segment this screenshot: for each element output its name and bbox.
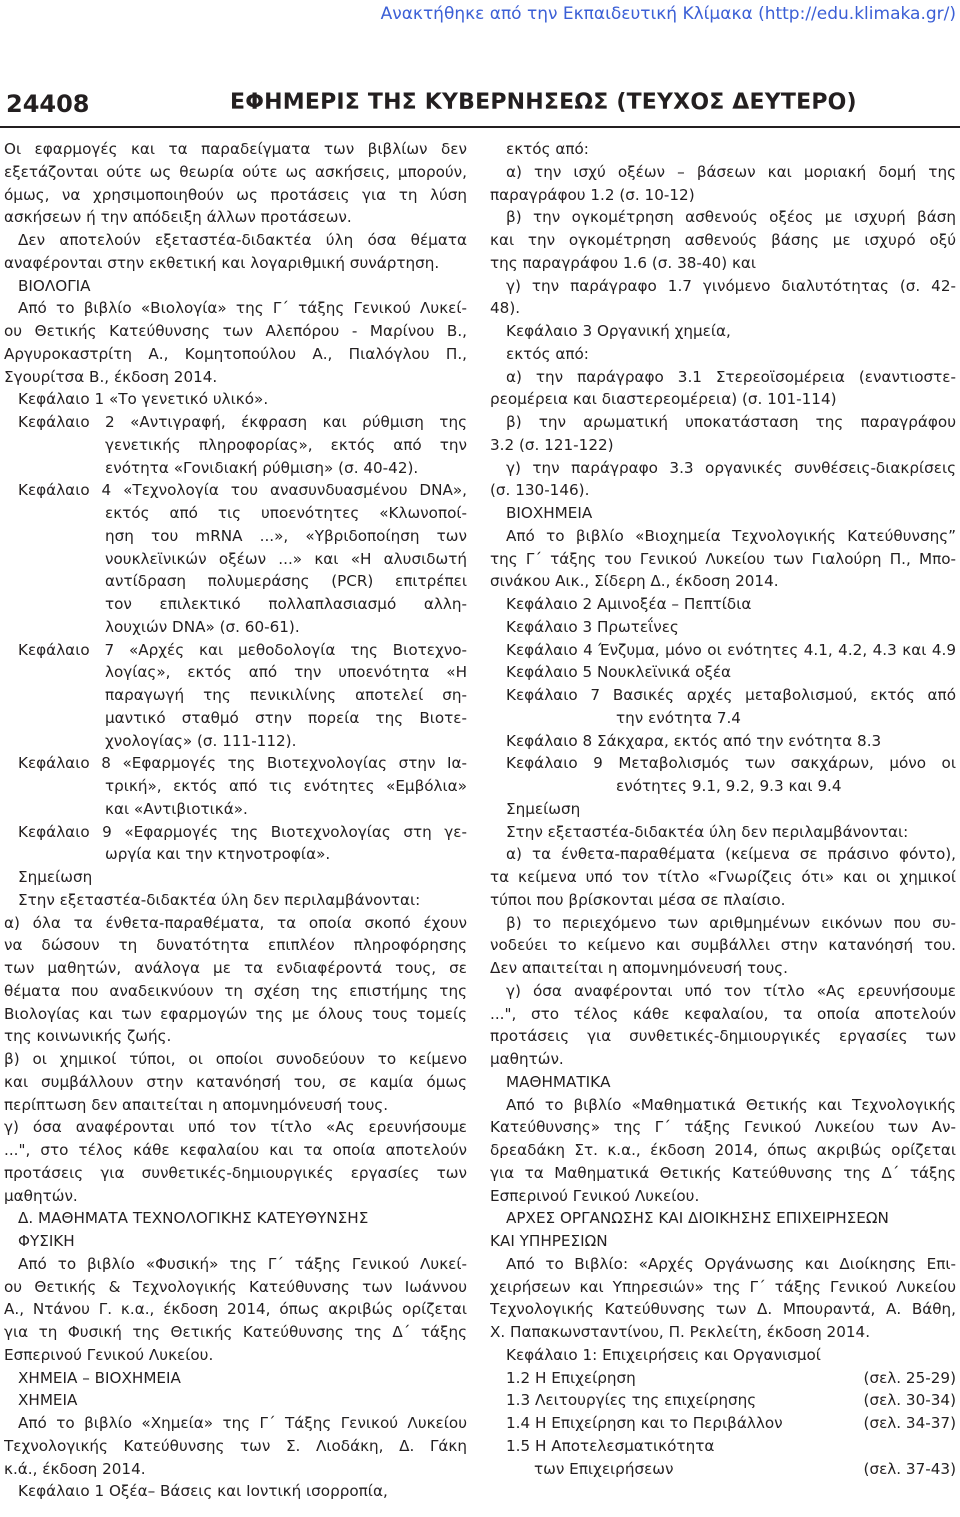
chapter-line: την ενότητα 7.4 bbox=[616, 708, 741, 727]
section-heading: ΒΙΟΛΟΓΙΑ bbox=[18, 276, 91, 295]
toc-row bbox=[490, 1367, 956, 1390]
paragraph-line: κ.ά., έκδοση 2014. bbox=[4, 1459, 146, 1478]
paragraph-line: της παραγράφου 1.6 (σ. 38-40) και bbox=[490, 253, 757, 272]
chapter-line: λουχιών DNA» (σ. 60-61). bbox=[105, 617, 300, 636]
paragraph-line: Οι εφαρμογές και τα παραδείγματα των βιβλίων δεν bbox=[4, 140, 467, 158]
chapter-line: Κεφάλαιο 9 Μεταβολισμός των σακχάρων, μόνο οι bbox=[506, 754, 956, 773]
paragraph-line: γ) την παράγραφο 3.3 οργανικές συνθέσεις-διακρίσεις bbox=[506, 458, 956, 477]
paragraph-line: Δεν απαιτείται η απομνημόνευσή τους. bbox=[490, 959, 788, 977]
paragraph-line: 48). bbox=[490, 299, 521, 318]
chapter-line: μαντικό σταθμό στην πορεία της Βιοτε- bbox=[105, 708, 467, 727]
paragraph-line: της κοινωνικής ζωής. bbox=[4, 1027, 172, 1046]
paragraph-line: Από το βιβλίο «Βιοχημεία Τεχνολογικής Κατεύθυνσης” bbox=[506, 526, 956, 545]
paragraph-line: Σγουρίτσα Β., έκδοση 2014. bbox=[4, 367, 218, 386]
toc-label: 1.2 Η Επιχείρηση bbox=[506, 1368, 636, 1387]
chapter-line: τρική», εκτός από τις ενότητες «Εμβόλια» bbox=[105, 777, 467, 795]
toc-pages: (σελ. 30-34) bbox=[863, 1391, 956, 1410]
paragraph-line: μαθητών. bbox=[490, 1050, 564, 1068]
chapter-line: τον επιλεκτικό πολλαπλασιασμό αλλη- bbox=[105, 595, 467, 613]
paragraph-line: εκτός από: bbox=[506, 140, 589, 158]
section-heading: ΦΥΣΙΚΗ bbox=[18, 1232, 75, 1250]
paragraph-line: Από το βιβλίο «Βιολογία» της Γ΄ τάξης Γενικού Λυκεί- bbox=[18, 299, 467, 318]
paragraph-line: και την ογκομέτρηση ασθενούς βάσης με ισχυρό οξύ bbox=[490, 231, 956, 249]
paragraph-line: για τα Μαθηματικά Θετικής Κατεύθυνσης της Δ΄ τάξης bbox=[490, 1163, 956, 1182]
chapter-line: Κεφάλαιο 7 Βασικές αρχές μεταβολισμού, εκτός από bbox=[506, 686, 956, 704]
chapter-line: Κεφάλαιο 1: Επιχειρήσεις και Οργανισμοί bbox=[506, 1345, 821, 1364]
paragraph-line: β) οι χημικοί τύποι, οι οποίοι συνοδεύουν το κείμενο bbox=[4, 1050, 467, 1068]
paragraph-line: Στην εξεταστέα-διδακτέα ύλη δεν περιλαμβάνονται: bbox=[506, 822, 909, 841]
chapter-line: Κεφάλαιο 7 «Αρχές και μεθοδολογία της Βιοτεχνο- bbox=[18, 640, 467, 659]
chapter-line: νουκλεϊνικών οξέων ...» και «Η αλυσιδωτή bbox=[105, 549, 467, 568]
chapter-line: χνολογίας» (σ. 111-112). bbox=[105, 731, 297, 750]
page-header bbox=[0, 86, 960, 126]
toc-row bbox=[490, 1435, 956, 1458]
toc-pages: (σελ. 37-43) bbox=[863, 1459, 956, 1478]
paragraph-line: Εσπερινού Γενικού Λυκείου. bbox=[4, 1345, 214, 1364]
chapter-line: Κεφάλαιο 8 Σάκχαρα, εκτός από την ενότητα 8.3 bbox=[506, 731, 882, 750]
header-rule bbox=[0, 126, 960, 128]
source-banner[interactable] bbox=[0, 0, 960, 28]
paragraph-line: β) την ογκομέτρηση ασθενούς οξέος με ισχυρή βάση bbox=[506, 208, 956, 227]
paragraph-line: α) τα ένθετα-παραθέματα (κείμενα σε πράσινο φόντο), bbox=[506, 845, 956, 864]
chapter-line: λογίας», εκτός από την υποενότητα «Η bbox=[105, 663, 467, 682]
chapter-line: Κεφάλαιο 1 «Το γενετικό υλικό». bbox=[18, 390, 269, 409]
paragraph-line: όμως, να χρησιμοποιηθούν ως προτάσεις για τη λύση bbox=[4, 185, 467, 204]
paragraph-line: αναφέρονται στην εκθετική και λογαριθμική συνάρτηση. bbox=[4, 253, 440, 272]
paragraph-line: για τη Φυσική της Θετικής Κατεύθυνσης της Δ΄ τάξης bbox=[4, 1323, 467, 1341]
paragraph-line: ...", στο τέλος κάθε κεφαλαίου και τα οποία αποτελούν bbox=[4, 1141, 467, 1159]
paragraph-line: Από το βιβλίο «Μαθηματικά Θετικής και Τεχνολογικής bbox=[506, 1095, 956, 1114]
paragraph-line: ρεομέρεια και διαστερεομέρεια) (σ. 101-114) bbox=[490, 390, 837, 409]
toc-row bbox=[490, 1412, 956, 1435]
paragraph-line: α) την ισχύ οξέων – βάσεων και μοριακή δομή της bbox=[506, 162, 956, 181]
paragraph-line: Από το Βιβλίο: «Αρχές Οργάνωσης και Διοίκησης Επι- bbox=[506, 1254, 956, 1273]
paragraph-line: νοδεύει το κείμενο και συμβάλλει στην κατανόησή του. bbox=[490, 936, 956, 955]
paragraph-line: τα κείμενα υπό τον τίτλο «Γνωρίζεις ότι» και οι χημικοί bbox=[490, 868, 956, 886]
section-heading: ΜΑΘΗΜΑΤΙΚΑ bbox=[506, 1072, 611, 1091]
source-banner-text[interactable]: Ανακτήθηκε από την Εκπαιδευτική Κλίμακα (http://edu.klimaka.gr/) bbox=[380, 4, 956, 24]
chapter-line: ωργία και την κτηνοτροφία». bbox=[105, 845, 331, 864]
paragraph-line: ου Θετικής & Τεχνολογικής Κατεύθυνσης των Ιωάννου bbox=[4, 1277, 467, 1296]
paragraph-line: Βιολογίας και των εφαρμογών της με όλους τους τομείς bbox=[4, 1004, 467, 1023]
note-heading: Σημείωση bbox=[18, 868, 93, 886]
left-column bbox=[4, 138, 467, 1503]
chapter-line: Κεφάλαιο 3 Πρωτεΐνες bbox=[506, 617, 679, 636]
paragraph-line: Από το βιβλίο «Φυσική» της Γ΄ τάξης Γενικού Λυκεί- bbox=[18, 1254, 467, 1273]
paragraph-line: θέματα που αναδεικνύουν τη σχέση της επιστήμης της bbox=[4, 981, 467, 1000]
paragraph-line: προτάσεις για συνθετικές-δημιουργικές εργασίες των bbox=[4, 1163, 467, 1182]
paragraph-line: σινάκου Αικ., Σίδερη Δ., έκδοση 2014. bbox=[490, 572, 779, 591]
chapter-line: αντίδραση πολυμεράσης (PCR) επιτρέπει bbox=[105, 572, 467, 591]
paragraph-line: της Γ΄ τάξης του Γενικού Λυκείου των Γιαλούρη Π., Μπο- bbox=[490, 549, 956, 568]
paragraph-line: γ) όσα αναφέρονται υπό τον τίτλο «Ας ερευνήσουμε bbox=[4, 1118, 467, 1137]
paragraph-line: α) όλα τα ένθετα-παραθέματα, τα οποία σκοπό έχουν bbox=[4, 913, 467, 932]
paragraph-line: των μαθητών, ανάλογα με τα ενδιαφέροντά τους, σε bbox=[4, 959, 467, 977]
paragraph-line: Τεχνολογικής Κατεύθυνσης των Σ. Λιοδάκη, Δ. Γάκη bbox=[4, 1436, 467, 1455]
chapter-line: Κεφάλαιο 8 «Εφαρμογές της Βιοτεχνολογίας στην Ια- bbox=[18, 754, 467, 773]
paragraph-line: ου Θετικής Κατεύθυνσης των Αλεπόρου - Μαρίνου Β., bbox=[4, 322, 467, 340]
paragraph-line: Αργυροκαστρίτη Α., Κομητοπούλου Α., Πιαλόγλου Π., bbox=[4, 344, 467, 363]
chapter-line: παραγωγή της πενικιλίνης αποτελεί ση- bbox=[105, 686, 467, 704]
paragraph-line: Χ. Παπακωνσταντίνου, Π. Ρεκλείτη, έκδοση 2014. bbox=[490, 1323, 871, 1341]
paragraph-line: εκτός από: bbox=[506, 344, 589, 363]
paragraph-line: παραγράφου 1.2 (σ. 10-12) bbox=[490, 185, 695, 204]
paragraph-line: ...", στο τέλος κάθε κεφαλαίου, τα οποία αποτελούν bbox=[490, 1004, 956, 1023]
toc-pages: (σελ. 34-37) bbox=[863, 1414, 956, 1432]
chapter-line: ηση του mRNA ...», «Υβριδοποίηση των bbox=[105, 526, 467, 545]
paragraph-line: μαθητών. bbox=[4, 1186, 78, 1205]
chapter-line: Κεφάλαιο 3 Οργανική χημεία, bbox=[506, 322, 731, 340]
paragraph-line: Από το βιβλίο «Χημεία» της Γ΄ Τάξης Γενικού Λυκείου bbox=[18, 1414, 467, 1432]
toc-label: 1.3 Λειτουργίες της επιχείρησης bbox=[506, 1391, 757, 1410]
paragraph-line: Εσπερινού Γενικού Λυκείου. bbox=[490, 1186, 700, 1205]
paragraph-line: τύποι που βρίσκονται μέσα σε πλαίσιο. bbox=[490, 890, 786, 909]
chapter-line: Κεφάλαιο 2 «Αντιγραφή, έκφραση και ρύθμιση της bbox=[18, 413, 467, 431]
paragraph-line: Δεν αποτελούν εξεταστέα-διδακτέα ύλη όσα θέματα bbox=[18, 231, 467, 249]
paragraph-line: προτάσεις για συνθετικές-δημιουργικές εργασίες των bbox=[490, 1027, 956, 1046]
section-heading: Δ. ΜΑΘΗΜΑΤΑ ΤΕΧΝΟΛΟΓΙΚΗΣ ΚΑΤΕΥΘΥΝΣΗΣ bbox=[18, 1209, 369, 1228]
chapter-line: Κεφάλαιο 2 Αμινοξέα – Πεπτίδια bbox=[506, 595, 752, 613]
toc-label: 1.5 Η Αποτελεσματικότητα bbox=[506, 1436, 715, 1455]
paragraph-line: ασκήσεων ή την απόδειξη άλλων προτάσεων. bbox=[4, 208, 352, 227]
paragraph-line: β) το περιεχόμενο των αριθμημένων εικόνων που συ- bbox=[506, 913, 956, 932]
chapter-line: Κεφάλαιο 1 Οξέα– Βάσεις και Ιοντική ισορροπία, bbox=[18, 1482, 388, 1501]
paragraph-line: Α., Ντάνου Γ. κ.α., έκδοση 2014, όπως ακριβώς ορίζεται bbox=[4, 1300, 467, 1319]
paragraph-line: εξετάζονται ούτε ως θεωρία ούτε ως ασκήσεις, μπορούν, bbox=[4, 162, 467, 181]
section-heading: ΚΑΙ ΥΠΗΡΕΣΙΩΝ bbox=[490, 1232, 608, 1250]
chapter-line: ενότητα «Γονιδιακή ρύθμιση» (σ. 40-42). bbox=[105, 458, 419, 477]
chapter-line: Κεφάλαιο 4 «Τεχνολογία του ανασυνδυασμένου DNA», bbox=[18, 481, 467, 500]
paragraph-line: 3.2 (σ. 121-122) bbox=[490, 435, 614, 454]
page-number: 24408 bbox=[6, 90, 90, 118]
paragraph-line: χειρήσεων και Υπηρεσιών» της Γ΄ τάξης Γενικού Λυκείου bbox=[490, 1277, 956, 1296]
toc-label: των Επιχειρήσεων bbox=[534, 1459, 674, 1478]
chapter-line: Κεφάλαιο 4 Ένζυμα, μόνο οι ενότητες 4.1, 4.2, 4.3 και 4.9 bbox=[506, 640, 956, 659]
chapter-line: Κεφάλαιο 9 «Εφαρμογές της Βιοτεχνολογίας στη γε- bbox=[18, 822, 467, 841]
paragraph-line: Τεχνολογικής Κατεύθυνσης των Δ. Μπουραντά, Α. Βάθη, bbox=[490, 1300, 956, 1319]
paragraph-line: περίπτωση δεν απαιτείται η απομνημόνευσή τους. bbox=[4, 1095, 389, 1114]
note-heading: Σημείωση bbox=[506, 799, 581, 818]
chapter-line: ενότητες 9.1, 9.2, 9.3 και 9.4 bbox=[616, 777, 842, 795]
section-heading: ΒΙΟΧΗΜΕΙΑ bbox=[506, 504, 593, 522]
paragraph-line: γ) όσα αναφέρονται υπό τον τίτλο «Ας ερευνήσουμε bbox=[506, 981, 956, 1000]
right-column bbox=[490, 138, 956, 1480]
paragraph-line: Κατεύθυνσης» της Γ΄ τάξης Γενικού Λυκείου των Αν- bbox=[490, 1118, 956, 1137]
paragraph-line: δρεαδάκη Στ. κ.α., έκδοση 2014, όπως ακριβώς ορίζεται bbox=[490, 1141, 956, 1159]
paragraph-line: γ) την παράγραφο 1.7 γινόμενο διαλυτότητας (σ. 42- bbox=[506, 276, 956, 295]
toc-row bbox=[490, 1389, 956, 1412]
paragraph-line: β) την αρωματική υποκατάσταση της παραγράφου bbox=[506, 413, 956, 431]
toc-row bbox=[490, 1458, 956, 1481]
chapter-line: Κεφάλαιο 5 Νουκλεϊνικά οξέα bbox=[506, 663, 732, 682]
paragraph-line: α) την παράγραφο 3.1 Στερεοϊσομέρεια (εναντιοστε- bbox=[506, 367, 956, 386]
section-heading: ΧΗΜΕΙΑ – ΒΙΟΧΗΜΕΙΑ bbox=[18, 1368, 181, 1387]
section-heading: ΧΗΜΕΙΑ bbox=[18, 1391, 78, 1410]
paragraph-line: και συμβάλλουν στην κατανόησή του, σε καμία όμως bbox=[4, 1072, 467, 1091]
gazette-title: ΕΦΗΜΕΡΙΣ ΤΗΣ ΚΥΒΕΡΝΗΣΕΩΣ (ΤΕΥΧΟΣ ΔΕΥΤΕΡΟ) bbox=[230, 90, 857, 115]
chapter-line: εκτός από τις υποενότητες «Κλωνοποί- bbox=[105, 504, 467, 522]
section-heading: ΑΡΧΕΣ ΟΡΓΑΝΩΣΗΣ ΚΑΙ ΔΙΟΙΚΗΣΗΣ ΕΠΙΧΕΙΡΗΣΕΩΝ bbox=[506, 1209, 889, 1228]
toc-pages: (σελ. 25-29) bbox=[863, 1368, 956, 1387]
paragraph-line: να δώσουν τη δυνατότητα επιπλέον πληροφόρησης bbox=[4, 936, 467, 955]
chapter-line: γενετικής πληροφορίας», εκτός από την bbox=[105, 435, 467, 454]
paragraph-line: (σ. 130-146). bbox=[490, 481, 590, 500]
paragraph-line: Στην εξεταστέα-διδακτέα ύλη δεν περιλαμβάνονται: bbox=[18, 890, 421, 909]
chapter-line: και «Αντιβιοτικά». bbox=[105, 799, 248, 818]
toc-label: 1.4 Η Επιχείρηση και το Περιβάλλον bbox=[506, 1414, 783, 1432]
